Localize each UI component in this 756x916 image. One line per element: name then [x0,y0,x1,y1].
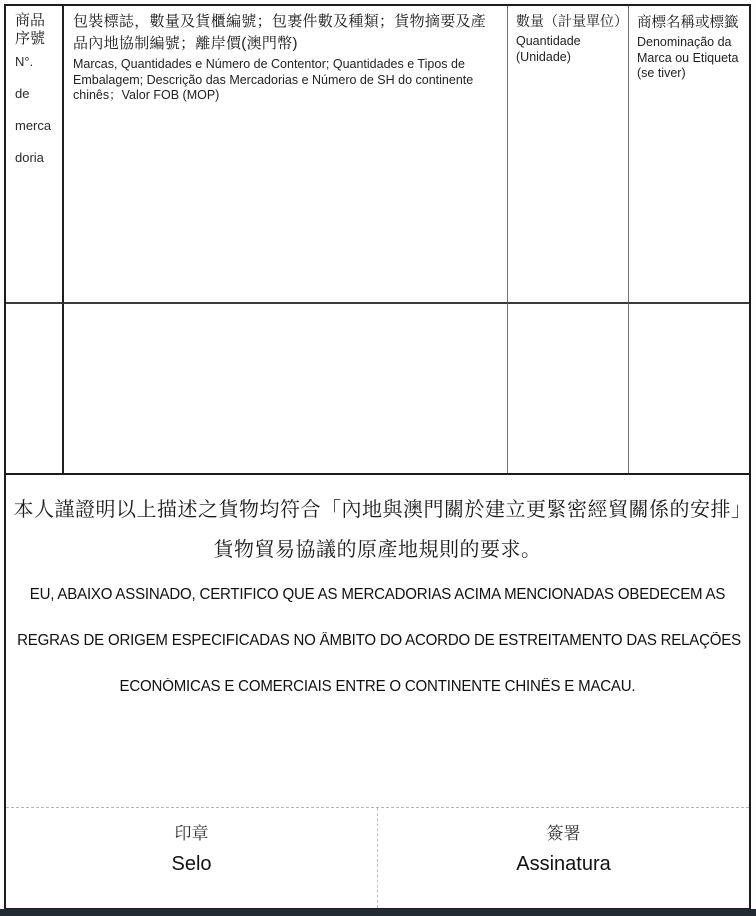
quantity-header-pt: Quantidade (Unidade) [516,34,581,64]
item-number-pt-line: N°. [15,54,34,69]
bottom-dark-bar [0,909,756,916]
certification-pt-line: ECONÓMICAS E COMERCIAIS ENTRE O CONTINENTE CHINÊS E MACAU. [119,678,636,695]
certificate-sheet [4,4,751,910]
brand-header-zh: 商標名稱或標籤 [637,15,739,31]
item-number-pt-line: merca [15,118,52,133]
col-header-item-number [6,6,64,304]
item-number-zh-line: 序號 [15,30,46,47]
col-header-quantity [508,6,629,304]
signature-cell [378,808,749,908]
brand-header-pt: Denominação da Marca ou Etiqueta (se tiver) [637,35,739,80]
signature-label-zh: 簽署 [546,824,581,843]
description-header-pt: Marcas, Quantidades e Número de Contentor; Quantidades e Tipos de Embalagem; Descrição das Mercadorias e Número de SH do continente chinês；Valor FOB (MOP) [73,57,474,102]
seal-label-pt: Selo [171,853,212,875]
seal-cell [6,808,378,908]
table-cell-empty-quantity [508,304,629,473]
quantity-header-zh: 數量（計量單位） [516,13,628,29]
certification-text-pt [6,572,749,710]
goods-table [6,6,749,473]
table-cell-empty-description [64,304,508,473]
item-number-zh-line: 商品 [15,12,46,29]
col-header-description [64,6,508,304]
item-number-pt-line: de [15,86,30,101]
seal-signature-row [6,807,749,908]
certification-text-zh: 本人謹證明以上描述之貨物均符合「內地與澳門關於建立更緊密經貿關係的安排」貨物貿易協議的原產地規則的要求。 [13,499,742,561]
table-cell-empty-item-number [6,304,64,473]
signature-label-pt: Assinatura [516,853,611,875]
item-number-pt-line: doria [15,150,44,165]
table-cell-empty-brand [629,304,749,473]
certification-pt-line: REGRAS DE ORIGEM ESPECIFICADAS NO ÂMBITO DO ACORDO DE ESTREITAMENTO DAS RELAÇÕES [17,632,741,649]
certification-statement [6,473,749,807]
certification-pt-line: EU, ABAIXO ASSINADO, CERTIFICO QUE AS MERCADORIAS ACIMA MENCIONADAS OBEDECEM AS [29,586,726,603]
seal-label-zh: 印章 [174,824,209,843]
description-header-zh: 包裝標誌，數量及貨櫃編號；包裹件數及種類；貨物摘要及產品內地協制編號；離岸價(澳門幣) [73,13,487,52]
col-header-brand [629,6,749,304]
